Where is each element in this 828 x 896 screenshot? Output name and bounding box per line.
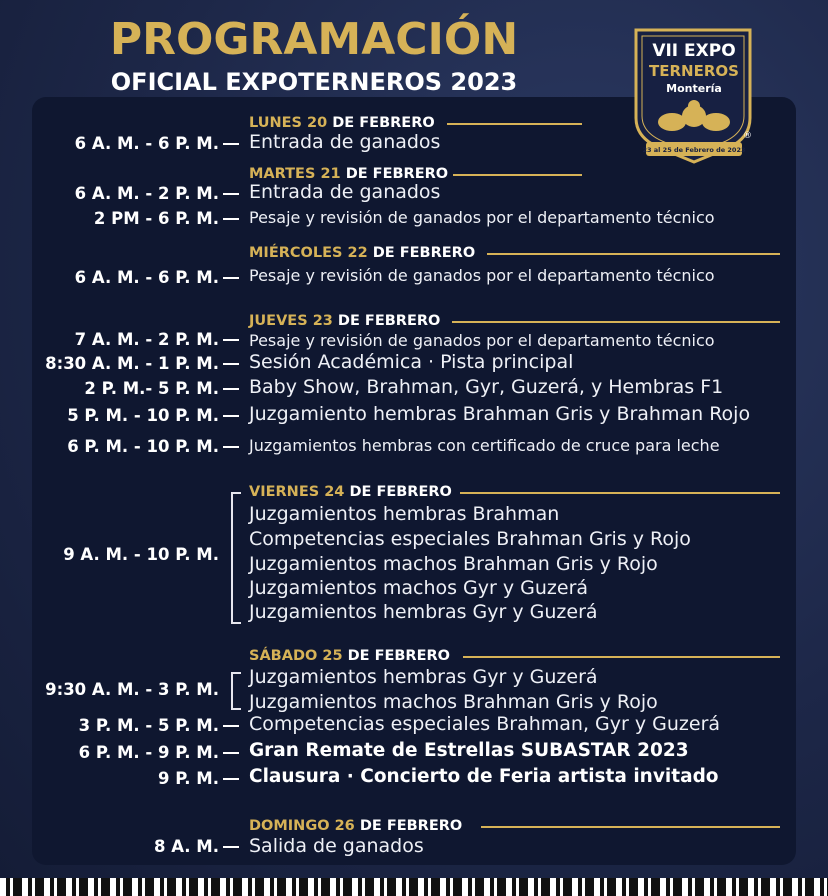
time-dash	[223, 277, 239, 279]
time-slot: 9:30 A. M. - 3 P. M.	[45, 680, 219, 699]
page-title: PROGRAMACIÓN	[109, 14, 519, 65]
event-text: Juzgamientos machos Gyr y Guzerá	[249, 577, 589, 599]
time-dash	[223, 363, 239, 365]
logo-line-2: TERNEROS	[649, 62, 739, 80]
day-miercoles: MIÉRCOLES 22 DE FEBRERO	[249, 245, 476, 261]
time-slot: 9 P. M.	[158, 769, 219, 788]
event-text: Pesaje y revisión de ganados por el departamento técnico	[249, 208, 715, 227]
page-subtitle: OFICIAL EXPOTERNEROS 2023	[110, 68, 518, 96]
event-text: Clausura · Concierto de Feria artista invitado	[249, 766, 719, 787]
event-group-bracket	[231, 672, 241, 710]
time-dash	[223, 446, 239, 448]
event-group-bracket	[231, 492, 241, 624]
time-slot: 6 P. M. - 10 P. M.	[67, 437, 219, 456]
event-text: Baby Show, Brahman, Gyr, Guzerá, y Hembras F1	[249, 376, 724, 398]
time-slot: 3 P. M. - 5 P. M.	[78, 716, 219, 735]
logo-line-1: VII EXPO	[652, 41, 736, 61]
event-text: Entrada de ganados	[249, 131, 441, 153]
event-text: Juzgamientos hembras Brahman	[249, 503, 560, 525]
event-text: Competencias especiales Brahman Gris y Rojo	[249, 528, 691, 550]
footer-pattern	[0, 878, 828, 896]
logo-line-3: Montería	[666, 82, 722, 95]
time-dash	[223, 218, 239, 220]
time-dash	[223, 388, 239, 390]
logo-mark: ®	[743, 131, 752, 141]
event-text: Competencias especiales Brahman, Gyr y Guzerá	[249, 713, 721, 735]
event-text: Salida de ganados	[249, 835, 424, 857]
time-slot: 2 PM - 6 P. M.	[93, 209, 219, 228]
day-divider	[481, 826, 780, 828]
event-text: Juzgamientos hembras Gyr y Guzerá	[249, 666, 598, 688]
time-dash	[223, 725, 239, 727]
event-text: Juzgamientos machos Brahman Gris y Rojo	[249, 691, 658, 713]
time-dash	[223, 415, 239, 417]
day-divider	[487, 253, 780, 255]
event-text: Sesión Académica · Pista principal	[249, 351, 574, 373]
time-dash	[223, 846, 239, 848]
event-text: Juzgamientos machos Brahman Gris y Rojo	[249, 553, 658, 575]
event-text: Juzgamientos hembras con certificado de cruce para leche	[249, 436, 720, 455]
day-lunes: LUNES 20 DE FEBRERO	[249, 115, 435, 131]
day-divider	[460, 492, 780, 494]
time-slot: 6 A. M. - 2 P. M.	[74, 184, 219, 203]
time-slot: 9 A. M. - 10 P. M.	[63, 545, 219, 564]
time-slot: 8:30 A. M. - 1 P. M.	[45, 354, 219, 373]
day-domingo: DOMINGO 26 DE FEBRERO	[249, 818, 463, 834]
day-divider	[452, 321, 780, 323]
day-viernes: VIERNES 24 DE FEBRERO	[249, 484, 452, 500]
day-sabado: SÁBADO 25 DE FEBRERO	[249, 648, 450, 664]
time-slot: 7 A. M. - 2 P. M.	[74, 330, 219, 349]
time-slot: 8 A. M.	[153, 837, 219, 856]
event-text: Juzgamiento hembras Brahman Gris y Brahman Rojo	[249, 403, 751, 425]
logo-dates: 23 al 25 de Febrero de 2023	[642, 146, 746, 154]
time-dash	[223, 339, 239, 341]
day-divider	[453, 174, 582, 176]
day-martes: MARTES 21 DE FEBRERO	[249, 166, 449, 182]
event-text: Entrada de ganados	[249, 181, 441, 203]
expoterneros-logo	[632, 26, 756, 166]
time-dash	[223, 752, 239, 754]
day-divider	[447, 123, 582, 125]
event-text: Pesaje y revisión de ganados por el departamento técnico	[249, 331, 715, 350]
time-slot: 6 P. M. - 9 P. M.	[78, 743, 219, 762]
time-slot: 5 P. M. - 10 P. M.	[67, 406, 219, 425]
time-slot: 2 P. M.- 5 P. M.	[84, 379, 219, 398]
time-dash	[223, 143, 239, 145]
event-text: Gran Remate de Estrellas SUBASTAR 2023	[249, 740, 689, 761]
day-divider	[463, 656, 780, 658]
day-jueves: JUEVES 23 DE FEBRERO	[249, 313, 441, 329]
event-text: Pesaje y revisión de ganados por el departamento técnico	[249, 266, 715, 285]
time-slot: 6 A. M. - 6 P. M.	[74, 268, 219, 287]
time-slot: 6 A. M. - 6 P. M.	[74, 134, 219, 153]
time-dash	[223, 193, 239, 195]
time-dash	[223, 778, 239, 780]
event-text: Juzgamientos hembras Gyr y Guzerá	[249, 601, 598, 623]
